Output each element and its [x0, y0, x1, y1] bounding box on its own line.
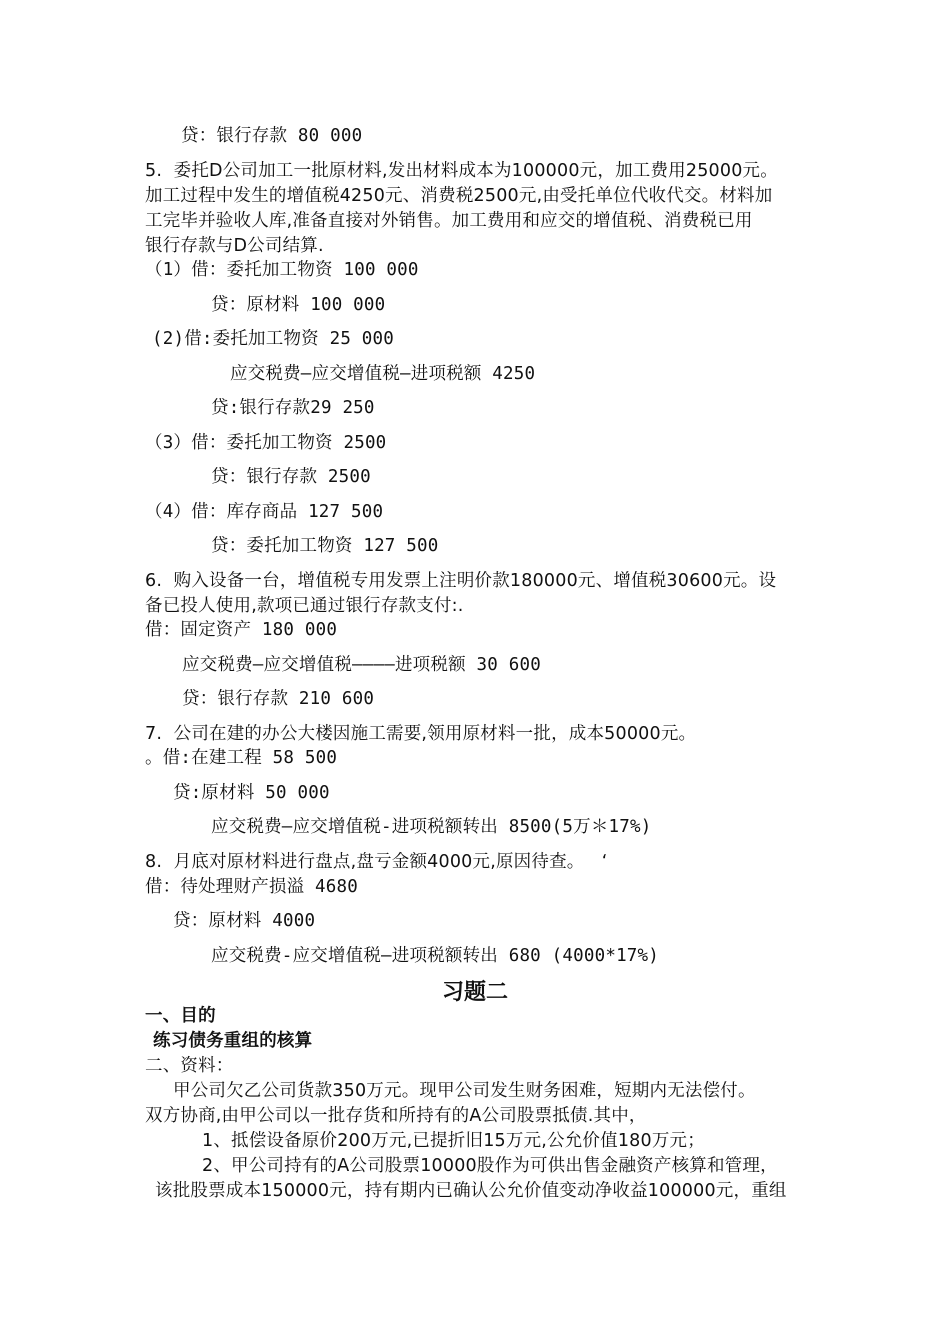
purpose-heading: 一、目的 — [145, 1006, 216, 1026]
journal-line: 应交税费—应交增值税—进项税额 4250 — [230, 364, 536, 384]
journal-line: 贷：银行存款 80 000 — [181, 126, 363, 146]
journal-line: 借：固定资产 180 000 — [145, 620, 338, 640]
journal-line: 贷:原材料 50 000 — [173, 783, 330, 803]
journal-line: 借：待处理财产损溢 4680 — [145, 877, 358, 897]
question-6: 6. 购入设备一台，增值税专用发票上注明价款180000元、增值税30600元。设 — [145, 571, 777, 591]
question-5: 5. 委托D公司加工一批原材料,发出材料成本为100000元，加工费用25000元。 — [145, 161, 778, 181]
paragraph-line: 备已投人使用,款项已通过银行存款支付:. — [145, 596, 464, 616]
paragraph-line: 工完毕并验收人库,准备直接对外销售。加工费用和应交的增值税、消费税已用 — [145, 211, 753, 231]
journal-line: 贷：原材料 100 000 — [211, 295, 386, 315]
paragraph-line: 银行存款与D公司结算. — [145, 236, 324, 256]
material-heading: 二、资料： — [145, 1056, 234, 1076]
question-7: 7. 公司在建的办公大楼因施工需要,领用原材料一批，成本50000元。 — [145, 724, 697, 744]
journal-line: 应交税费-应交增值税—进项税额转出 680 (4000*17%) — [211, 946, 660, 966]
material-line: 2、甲公司持有的A公司股票10000股作为可供出售金融资产核算和管理， — [202, 1156, 778, 1176]
material-line: 双方协商,由甲公司以一批存货和所持有的A公司股票抵债.其中， — [145, 1106, 647, 1126]
journal-line: 贷：银行存款 2500 — [211, 467, 371, 487]
journal-line: （4）借：库存商品 127 500 — [145, 502, 384, 522]
journal-line: （1）借：委托加工物资 100 000 — [145, 260, 419, 280]
journal-line: 贷：委托加工物资 127 500 — [211, 536, 439, 556]
journal-line: 贷:银行存款29 250 — [211, 398, 375, 418]
purpose-text: 练习债务重组的核算 — [153, 1031, 313, 1051]
journal-line: 贷：银行存款 210 600 — [182, 689, 375, 709]
paragraph-line: 加工过程中发生的增值税4250元、消费税2500元,由受托单位代收代交。材料加 — [145, 186, 773, 206]
journal-line: （3）借：委托加工物资 2500 — [145, 433, 387, 453]
material-line: 该批股票成本150000元，持有期内已确认公允价值变动净收益100000元，重组 — [155, 1181, 787, 1201]
journal-line: 应交税费—应交增值税-进项税额转出 8500(5万＊17%) — [211, 817, 652, 837]
journal-line: 贷：原材料 4000 — [173, 911, 316, 931]
question-8: 8. 月底对原材料进行盘点,盘亏金额4000元,原因待查。 ‘ — [145, 852, 608, 872]
exercise-title: 习题二 — [441, 980, 508, 1005]
journal-line: 应交税费—应交增值税————进项税额 30 600 — [182, 655, 541, 675]
journal-line: (2)借:委托加工物资 25 000 — [152, 329, 394, 349]
material-line: 1、抵偿设备原价200万元,已提折旧15万元,公允价值180万元； — [202, 1131, 705, 1151]
journal-line: 。借:在建工程 58 500 — [145, 748, 338, 768]
material-line: 甲公司欠乙公司货款350万元。现甲公司发生财务困难，短期内无法偿付。 — [173, 1081, 756, 1101]
